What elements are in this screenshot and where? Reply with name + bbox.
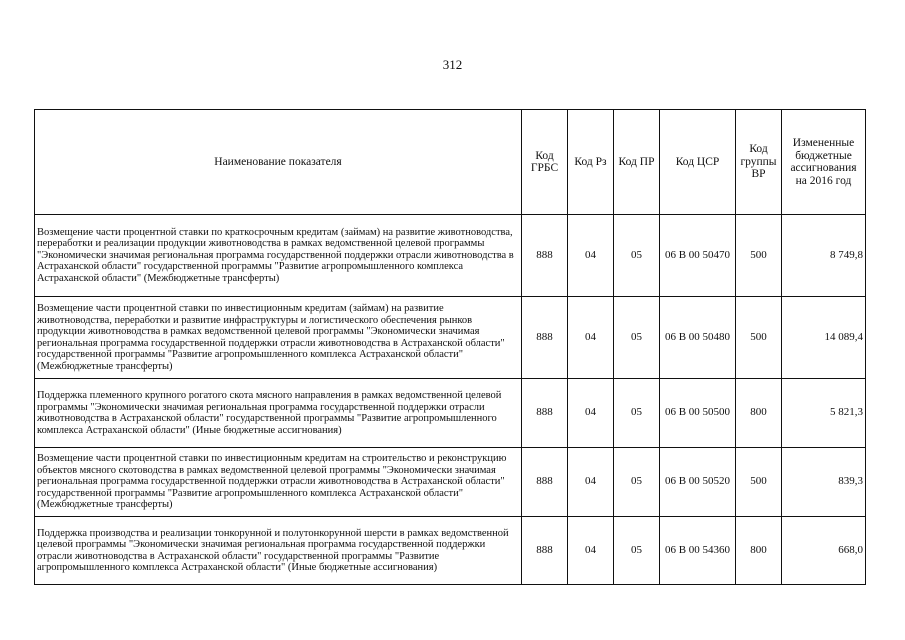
table-row [35,379,866,448]
row-pr: 05 [614,379,660,448]
header-row [35,110,866,215]
row-rz: 04 [568,517,614,585]
row-grbs: 888 [522,517,568,585]
header-amount: Измененные бюджетные ассигнования на 2016 год [782,110,866,215]
row-csr: 06 В 00 50470 [660,215,736,297]
row-grbs: 888 [522,379,568,448]
row-amount: 839,3 [782,448,866,517]
row-csr: 06 В 00 50520 [660,448,736,517]
row-name: Возмещение части процентной ставки по инвестиционным кредитам на строительство и реконструкцию объектов мясного скотоводства в рамках ведомственной целевой программы "Экономически значимая региональная программа государственной поддержки отрасли животноводства в Астраханской области" государственной программы "Развитие агропромышленного комплекса Астраханской области" (Межбюджетные трансферты) [35,448,522,517]
row-name: Поддержка племенного крупного рогатого скота мясного направления в рамках ведомственной целевой программы "Экономически значимая региональная программа государственной поддержки отрасли животноводства в Астраханской области" государственной программы "Развитие агропромышленного комплекса Астраханской области" (Иные бюджетные ассигнования) [35,379,522,448]
header-grbs: Код ГРБС [522,110,568,215]
row-vr: 800 [736,517,782,585]
row-amount: 668,0 [782,517,866,585]
row-amount: 14 089,4 [782,297,866,379]
row-rz: 04 [568,297,614,379]
row-rz: 04 [568,215,614,297]
page-number: 312 [442,57,463,72]
row-vr: 500 [736,297,782,379]
row-amount: 8 749,8 [782,215,866,297]
row-vr: 500 [736,448,782,517]
row-name: Возмещение части процентной ставки по инвестиционным кредитам (займам) на развитие животноводства, переработки и развитие инфраструктуры и логистического обеспечения рынков продукции животноводства в рамках ведомственной целевой программы "Экономически значимая региональная программа государственной поддержки отрасли животноводства в Астраханской области" государственной программы "Развитие агропромышленного комплекса Астраханской области" (Межбюджетные трансферты) [35,297,522,379]
header-name: Наименование показателя [35,110,522,215]
row-rz: 04 [568,379,614,448]
row-vr: 800 [736,379,782,448]
budget-table [34,109,866,585]
row-pr: 05 [614,448,660,517]
table-row [35,448,866,517]
row-name: Возмещение части процентной ставки по краткосрочным кредитам (займам) на развитие животноводства, переработки и реализации продукции животноводства в рамках ведомственной целевой программы "Экономически значимая региональная программа государственной поддержки отрасли животноводства в Астраханской области" государственной программы "Развитие агропромышленного комплекса Астраханской области" (Межбюджетные трансферты) [35,215,522,297]
row-csr: 06 В 00 54360 [660,517,736,585]
row-pr: 05 [614,297,660,379]
row-grbs: 888 [522,448,568,517]
row-csr: 06 В 00 50480 [660,297,736,379]
row-csr: 06 В 00 50500 [660,379,736,448]
header-pr: Код ПР [614,110,660,215]
table-row [35,297,866,379]
row-rz: 04 [568,448,614,517]
row-vr: 500 [736,215,782,297]
table-row [35,215,866,297]
row-grbs: 888 [522,297,568,379]
row-amount: 5 821,3 [782,379,866,448]
header-vr: Код группы ВР [736,110,782,215]
row-pr: 05 [614,215,660,297]
row-name: Поддержка производства и реализации тонкорунной и полутонкорунной шерсти в рамках ведомственной целевой программы "Экономически значимая региональная программа государственной поддержки отрасли животноводства в Астраханской области" государственной программы "Развитие агропромышленного комплекса Астраханской области" (Иные бюджетные ассигнования) [35,517,522,585]
table-row [35,517,866,585]
row-pr: 05 [614,517,660,585]
header-csr: Код ЦСР [660,110,736,215]
row-grbs: 888 [522,215,568,297]
header-rz: Код Рз [568,110,614,215]
